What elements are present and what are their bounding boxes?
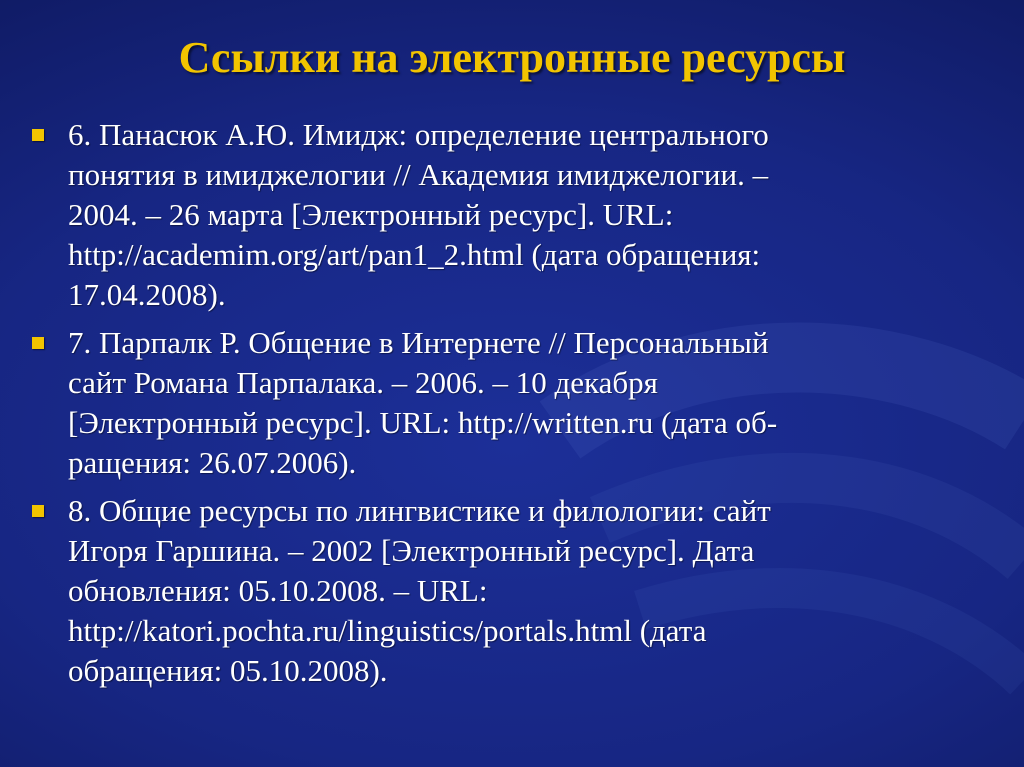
reference-line: обращения: 05.10.2008). bbox=[68, 653, 388, 688]
reference-line: 8. Общие ресурсы по лингвистике и филологии: сайт bbox=[68, 493, 771, 528]
reference-item bbox=[30, 323, 995, 483]
reference-line: сайт Романа Парпалака. – 2006. – 10 декабря bbox=[68, 365, 658, 400]
reference-line: понятия в имиджелогии // Академия имиджелогии. – bbox=[68, 157, 769, 192]
reference-line: 7. Парпалк Р. Общение в Интернете // Персональный bbox=[68, 325, 769, 360]
reference-line: 2004. – 26 марта [Электронный ресурс]. URL: bbox=[68, 197, 674, 232]
square-bullet-icon bbox=[32, 337, 44, 349]
reference-line: http://katori.pochta.ru/linguistics/portals.html (дата bbox=[68, 613, 707, 648]
reference-line: Игоря Гаршина. – 2002 [Электронный ресурс]. Дата bbox=[68, 533, 755, 568]
square-bullet-icon bbox=[32, 505, 44, 517]
square-bullet-icon bbox=[32, 129, 44, 141]
reference-line: ращения: 26.07.2006). bbox=[68, 445, 357, 480]
reference-item bbox=[30, 491, 995, 691]
reference-item bbox=[30, 115, 995, 315]
slide-title: Ссылки на электронные ресурсы bbox=[178, 33, 846, 82]
reference-line: [Электронный ресурс]. URL: http://written.ru (дата об- bbox=[68, 405, 778, 440]
reference-line: 17.04.2008). bbox=[68, 277, 226, 312]
reference-line: 6. Панасюк А.Ю. Имидж: определение центрального bbox=[68, 117, 769, 152]
reference-line: http://academim.org/art/pan1_2.html (дата обращения: bbox=[68, 237, 761, 272]
reference-list bbox=[30, 115, 995, 699]
reference-line: обновления: 05.10.2008. – URL: bbox=[68, 573, 488, 608]
